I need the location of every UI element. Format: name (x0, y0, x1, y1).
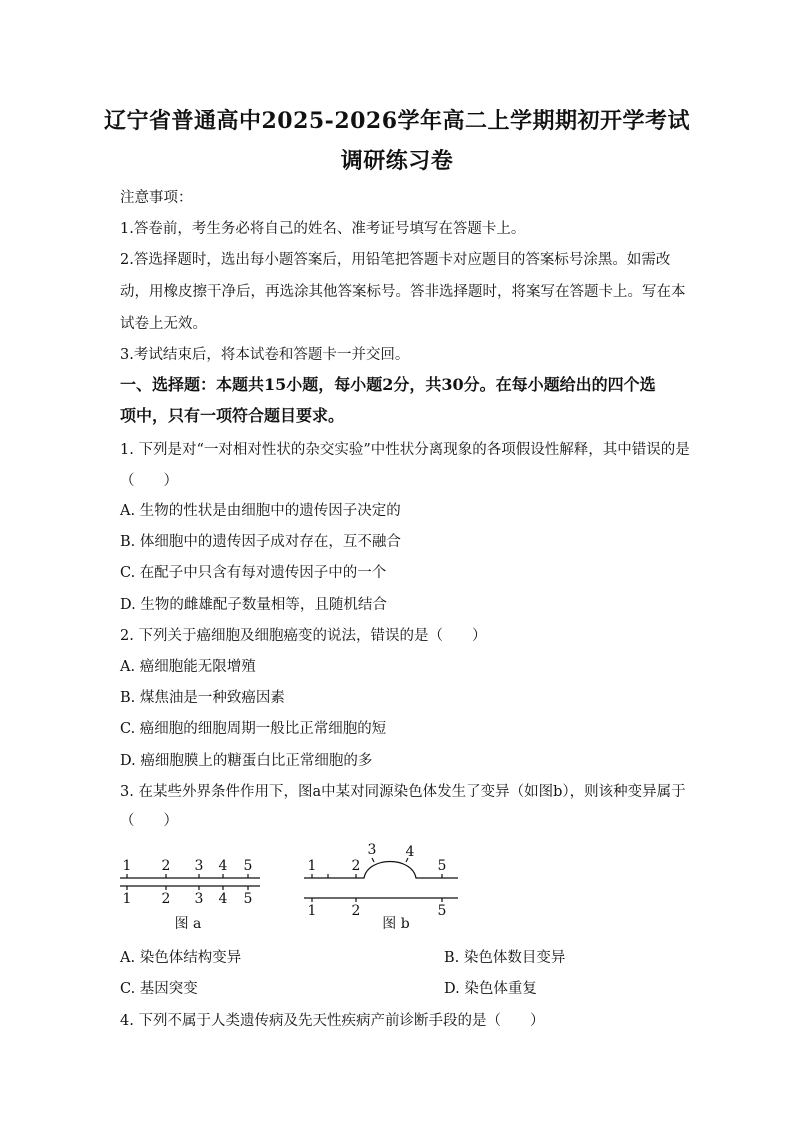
fig-a-top-label-5: 5 (243, 858, 253, 874)
exam-title-line2: 调研练习卷 (340, 148, 454, 174)
fig-a-top-label-2: 2 (161, 858, 171, 874)
fig-b-top-label-5: 5 (437, 858, 447, 874)
fig-a-bottom-label-4: 4 (218, 891, 228, 907)
notice-item-2-line2: 动，用橡皮擦干净后，再选涂其他答案标号。答非选择题时，将案写在答题卡上。写在本 (120, 284, 686, 300)
fig-b-top-label-4: 4 (405, 844, 415, 860)
q3-stem-line2: （ ） (120, 813, 178, 829)
notice-heading: 注意事项： (120, 190, 193, 206)
q2-option-a: A. 癌细胞能无限增殖 (120, 659, 256, 675)
fig-b-bottom-label-5: 5 (437, 903, 447, 919)
notice-item-3: 3.考试结束后，将本试卷和答题卡一并交回。 (120, 347, 410, 363)
fig-a-bottom-label-2: 2 (161, 891, 171, 907)
q3-option-c: C. 基因突变 (120, 981, 198, 997)
fig-b-caption: 图 b (382, 916, 410, 932)
notice-item-2-line3: 试卷上无效。 (120, 316, 207, 332)
q2-stem: 2. 下列关于癌细胞及细胞癌变的说法，错误的是（ ） (120, 628, 487, 644)
fig-a-caption: 图 a (174, 916, 202, 932)
q1-option-a: A. 生物的性状是由细胞中的遗传因子决定的 (120, 503, 401, 519)
fig-a-bottom-label-1: 1 (122, 891, 132, 907)
q1-stem-line1: 1. 下列是对“一对相对性状的杂交实验”中性状分离现象的各项假设性解释，其中错误的是 (120, 442, 690, 458)
notice-item-2-line1: 2.答选择题时，选出每小题答案后，用铅笔把答题卡对应题目的答案标号涂黑。如需改 (120, 252, 671, 268)
q1-option-c: C. 在配子中只含有每对遗传因子中的一个 (120, 565, 387, 581)
fig-a-top-label-1: 1 (122, 858, 132, 874)
q3-stem-line1: 3. 在某些外界条件作用下，图a中某对同源染色体发生了变异（如图b），则该种变异属于 (120, 784, 686, 800)
q2-option-d: D. 癌细胞膜上的糖蛋白比正常细胞的多 (120, 753, 373, 769)
fig-b-bottom-label-2: 2 (351, 903, 361, 919)
fig-b-bottom-label-1: 1 (307, 903, 317, 919)
fig-a-bottom-label-5: 5 (243, 891, 253, 907)
q1-option-b: B. 体细胞中的遗传因子成对存在，互不融合 (120, 534, 401, 550)
q4-stem: 4. 下列不属于人类遗传病及先天性疾病产前诊断手段的是（ ） (120, 1013, 545, 1029)
fig-a-bottom-label-3: 3 (194, 891, 204, 907)
exam-title-line1: 辽宁省普通高中2025-2026学年高二上学期期初开学考试 (103, 108, 691, 134)
q3-option-b: B. 染色体数目变异 (444, 950, 566, 966)
fig-b-top-label-1: 1 (307, 858, 317, 874)
q1-stem-line2: （ ） (120, 473, 178, 489)
section-heading-line2: 项中，只有一项符合题目要求。 (120, 406, 345, 425)
q2-option-b: B. 煤焦油是一种致癌因素 (120, 690, 285, 706)
figure-a (120, 874, 260, 890)
figure-b (304, 858, 458, 902)
notice-item-1: 1.答卷前，考生务必将自己的姓名、准考证号填写在答题卡上。 (120, 221, 526, 237)
q1-option-d: D. 生物的雌雄配子数量相等，且随机结合 (120, 597, 387, 613)
fig-b-top-label-3: 3 (367, 842, 377, 858)
q3-option-a: A. 染色体结构变异 (120, 950, 242, 966)
fig-b-top-label-2: 2 (351, 858, 361, 874)
figure-b-top-chromosome-loop (304, 862, 458, 879)
q2-option-c: C. 癌细胞的细胞周期一般比正常细胞的短 (120, 721, 387, 737)
chromosome-figure (110, 838, 480, 938)
fig-a-top-label-4: 4 (218, 858, 228, 874)
fig-a-top-label-3: 3 (194, 858, 204, 874)
q3-option-d: D. 染色体重复 (444, 981, 537, 997)
section-heading-line1: 一、选择题：本题共15小题，每小题2分，共30分。在每小题给出的四个选 (120, 375, 656, 394)
